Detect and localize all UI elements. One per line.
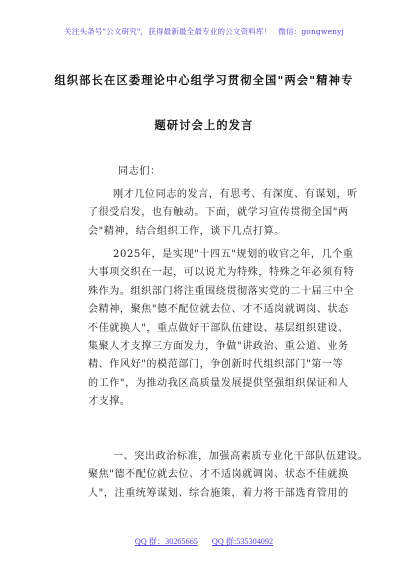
- paragraph-line: 一、突出政治标准，加强高素质专业化干部队伍建设。: [113, 451, 369, 462]
- paragraph-line: 殊作为。组织部门将注重围绕贯彻落实党的二十届三中全: [88, 285, 355, 297]
- footer-qq-group-2: QQ 群:535304092: [211, 537, 274, 546]
- header-wechat-text: 微信：gongwenyj: [278, 27, 344, 36]
- paragraph-line: 集聚人才支撑三方面发力，争做"讲政治、重公道、业务: [88, 341, 349, 353]
- header-promo-text: 关注头条号"公文研究"，获得最新最全最专业的公文资料库！: [64, 27, 272, 36]
- paragraph-line: 人"，注重统筹谋划、综合施策，着力将干部选育管用的: [88, 487, 349, 499]
- paragraph-line: 精、作风好"的模范部门，争创新时代组织部门"第一等: [88, 359, 344, 371]
- paragraph-line: 了很受启发，也有触动。下面，就学习宣传贯彻全国"两: [88, 207, 349, 219]
- page-header: [0, 26, 408, 37]
- paragraph-line: 不佳就换人"，重点做好干部队伍建设、基层组织建设、: [88, 322, 349, 334]
- paragraph-line: 会"精神，结合组织工作，谈下几点打算。: [88, 225, 285, 237]
- paragraph-line: 2025年，是实现"十四五"规划的收官之年，几个重: [113, 249, 354, 260]
- paragraph-line: 的工作"，为推动我区高质量发展提供坚强组织保证和人: [88, 377, 349, 389]
- document-title-line-2: 题研讨会上的发言: [154, 118, 254, 132]
- paragraph-1: [88, 186, 358, 241]
- paragraph-line: 才支撑。: [88, 396, 131, 408]
- document-title-line-1: 组织部长在区委理论中心组学习贯彻全国"两会"精神专: [54, 73, 354, 87]
- paragraph-2: [88, 246, 355, 412]
- footer-qq-group-1: QQ 群：30265665: [134, 537, 198, 546]
- salutation: 同志们：: [118, 166, 161, 177]
- page-footer: [0, 536, 408, 547]
- paragraph-3: [88, 448, 369, 503]
- paragraph-line: 刚才几位同志的发言，有思考、有深度、有谋划，听: [113, 189, 358, 200]
- paragraph-line: 大事项交织在一起，可以说尤为特殊，特殊之年必须有特: [88, 267, 355, 279]
- paragraph-line: 聚焦"德不配位就去位、才不适岗就调岗、状态不佳就换: [88, 469, 349, 481]
- paragraph-line: 会精神，聚焦"德不配位就去位、才不适岗就调岗、状态: [88, 304, 349, 316]
